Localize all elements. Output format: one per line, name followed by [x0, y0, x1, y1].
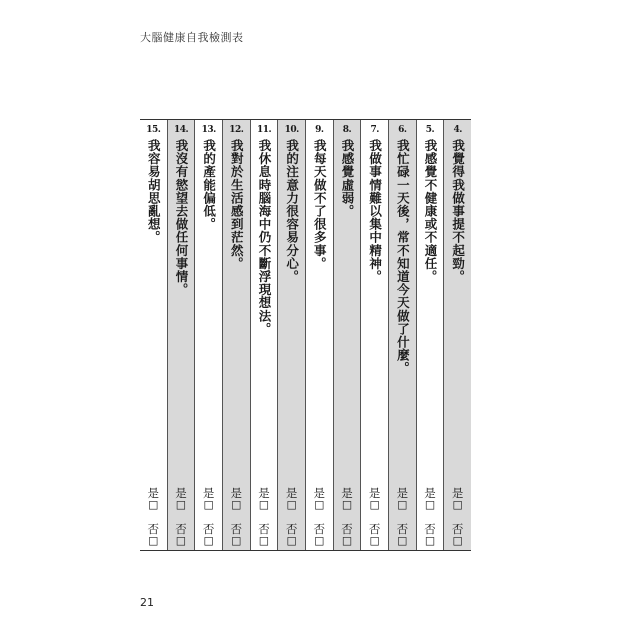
item-number: 5.: [425, 125, 435, 135]
yes-checkbox[interactable]: 是☐: [367, 487, 382, 513]
item-number: 6.: [398, 125, 407, 135]
item-text: 我感覺不健康或不適任。: [422, 139, 438, 284]
item-text: 我沒有慾望去做任何事情。: [173, 139, 189, 297]
no-checkbox[interactable]: 否☐: [395, 523, 410, 549]
yes-checkbox[interactable]: 是☐: [339, 487, 354, 513]
item-number: 11.: [256, 125, 272, 135]
no-checkbox[interactable]: 否☐: [284, 523, 299, 549]
checklist-item: [250, 120, 278, 550]
yes-checkbox[interactable]: 是☐: [312, 487, 327, 513]
no-checkbox[interactable]: 否☐: [146, 523, 161, 549]
item-number: 9.: [315, 125, 324, 135]
checklist-table: [140, 119, 471, 551]
yes-checkbox[interactable]: 是☐: [256, 487, 271, 513]
item-number: 15.: [146, 125, 161, 135]
item-text: 我的注意力很容易分心。: [284, 139, 300, 284]
yes-checkbox[interactable]: 是☐: [173, 487, 188, 513]
no-checkbox[interactable]: 否☐: [339, 523, 354, 549]
item-text: 我對於生活感到茫然。: [229, 139, 245, 270]
item-text: 我每天做不了很多事。: [312, 139, 328, 270]
item-number: 13.: [201, 125, 216, 135]
item-number: 7.: [370, 125, 379, 135]
item-text: 我做事情難以集中精神。: [367, 139, 383, 284]
yes-checkbox[interactable]: 是☐: [395, 487, 410, 513]
yes-checkbox[interactable]: 是☐: [146, 487, 161, 513]
item-text: 我的產能偏低。: [201, 139, 217, 231]
no-checkbox[interactable]: 否☐: [173, 523, 188, 549]
checklist-item: [167, 120, 195, 550]
checklist-item: [222, 120, 250, 550]
no-checkbox[interactable]: 否☐: [201, 523, 216, 549]
item-number: 12.: [229, 125, 244, 135]
yes-checkbox[interactable]: 是☐: [201, 487, 216, 513]
no-checkbox[interactable]: 否☐: [229, 523, 244, 549]
item-number: 4.: [453, 125, 462, 135]
page-number: 21: [140, 596, 154, 609]
item-text: 我感覺虛弱。: [339, 139, 355, 218]
checklist-item: [360, 120, 388, 550]
item-text: 我休息時腦海中仍不斷浮現想法。: [256, 139, 272, 336]
running-head: 大腦健康自我檢測表: [140, 31, 244, 44]
item-text: 我容易胡思亂想。: [146, 139, 162, 244]
checklist-item: [277, 120, 305, 550]
item-number: 14.: [173, 125, 189, 135]
checklist-item: [140, 120, 167, 550]
item-number: 10.: [284, 125, 299, 135]
no-checkbox[interactable]: 否☐: [256, 523, 271, 549]
checklist-item: [194, 120, 222, 550]
no-checkbox[interactable]: 否☐: [367, 523, 382, 549]
yes-checkbox[interactable]: 是☐: [229, 487, 244, 513]
item-number: 8.: [342, 125, 352, 135]
checklist-item: [443, 120, 471, 550]
yes-checkbox[interactable]: 是☐: [422, 487, 437, 513]
no-checkbox[interactable]: 否☐: [422, 523, 437, 549]
checklist-item: [333, 120, 361, 550]
checklist-item: [388, 120, 416, 550]
checklist-item: [305, 120, 333, 550]
checklist-item: [416, 120, 444, 550]
no-checkbox[interactable]: 否☐: [312, 523, 327, 549]
yes-checkbox[interactable]: 是☐: [450, 487, 465, 513]
item-text: 我覺得我做事提不起勁。: [450, 139, 466, 284]
no-checkbox[interactable]: 否☐: [450, 523, 465, 549]
item-text: 我忙碌一天後，常不知道今天做了什麼。: [395, 139, 411, 375]
yes-checkbox[interactable]: 是☐: [284, 487, 299, 513]
